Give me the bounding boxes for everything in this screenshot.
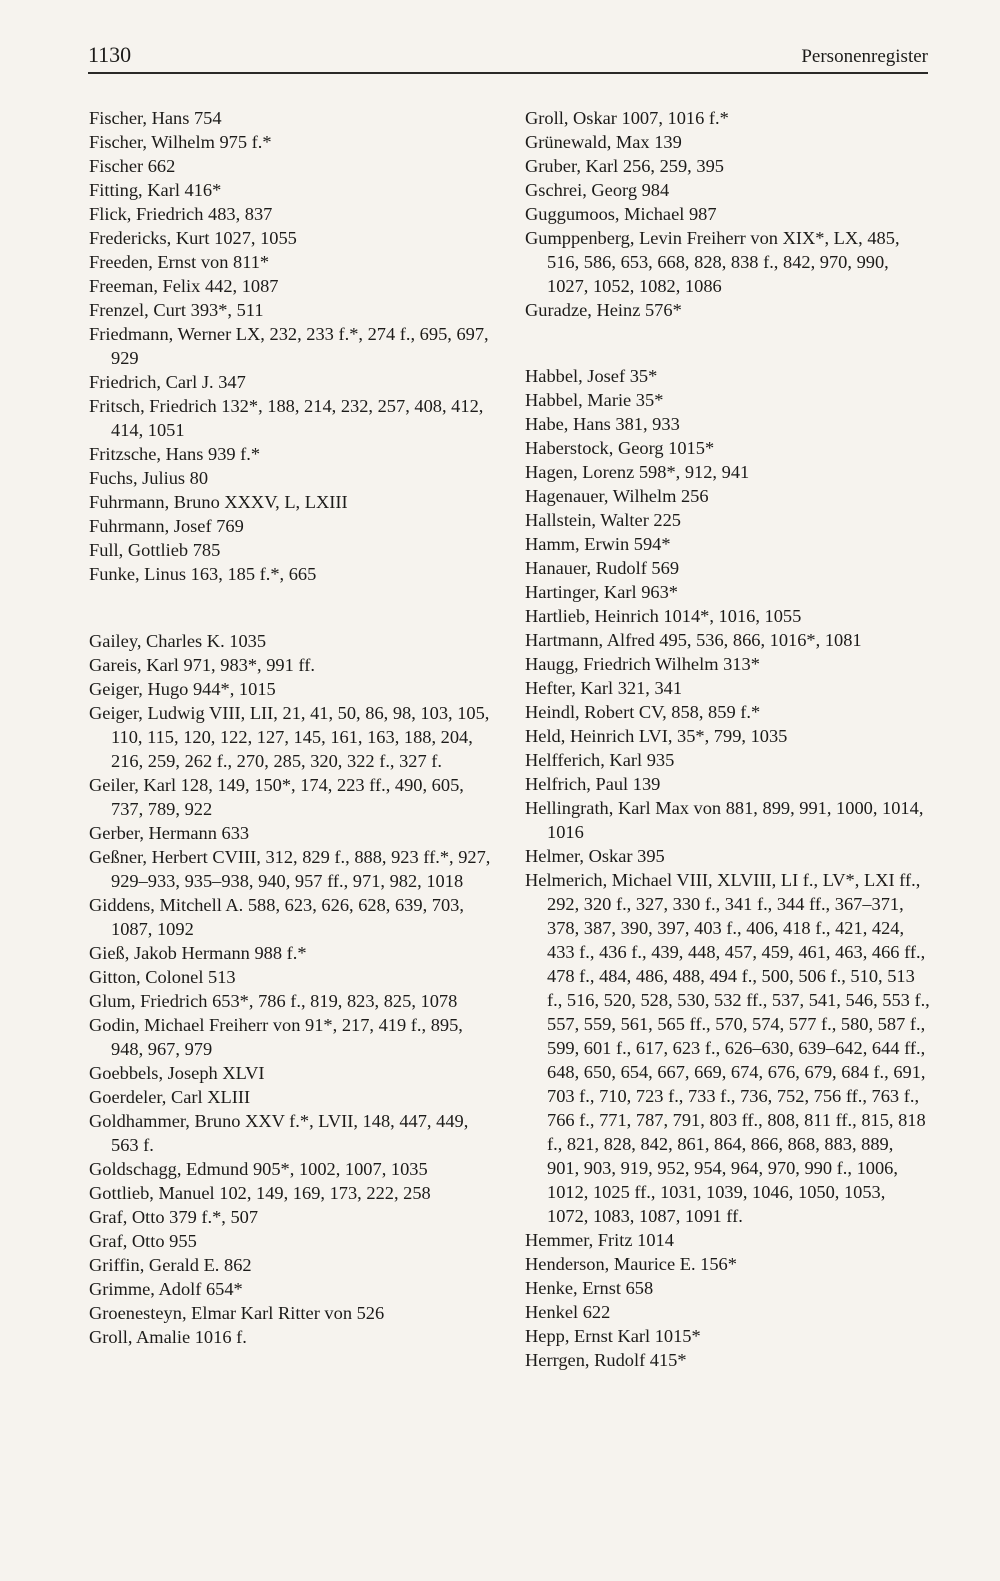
index-entry: Graf, Otto 955 [89, 1231, 197, 1251]
index-entry: Glum, Friedrich 653*, 786 f., 819, 823, 825, 1078 [89, 991, 458, 1011]
index-entry: Fuchs, Julius 80 [89, 468, 209, 488]
index-entry: Groenesteyn, Elmar Karl Ritter von 526 [89, 1303, 385, 1323]
index-entry: Hamm, Erwin 594* [525, 534, 671, 554]
index-entry: Giddens, Mitchell A. 588, 623, 626, 628, 639, 703, 1087, 1092 [89, 895, 464, 939]
index-entry: Fredericks, Kurt 1027, 1055 [89, 228, 297, 248]
index-entry: Grünewald, Max 139 [525, 132, 682, 152]
index-entry: Hanauer, Rudolf 569 [525, 558, 680, 578]
index-entry: Freeman, Felix 442, 1087 [89, 276, 279, 296]
index-entry: Gareis, Karl 971, 983*, 991 ff. [89, 655, 315, 675]
index-entry: Hemmer, Fritz 1014 [525, 1230, 674, 1250]
index-entry: Geiger, Ludwig VIII, LII, 21, 41, 50, 86, 98, 103, 105, 110, 115, 120, 122, 127, 145, 161, 163, 188, 204, 216, 259, 262 f., 270, 285, 320, 322 f., 327 f. [89, 703, 490, 771]
index-entry: Helfferich, Karl 935 [525, 750, 675, 770]
letter-section-gap [525, 322, 930, 346]
index-entry: Fitting, Karl 416* [89, 180, 222, 200]
page-number: 1130 [88, 42, 132, 67]
index-entry: Goerdeler, Carl XLIII [89, 1087, 251, 1107]
index-entry: Haugg, Friedrich Wilhelm 313* [525, 654, 760, 674]
index-entry: Griffin, Gerald E. 862 [89, 1255, 252, 1275]
index-column-left [89, 106, 491, 1349]
index-entry: Helmerich, Michael VIII, XLVIII, LI f., LV*, LXI ff., 292, 320 f., 327, 330 f., 341 f., 344 ff., 367–371, 378, 387, 390, 397, 403 f., 406, 418 f., 421, 424, 433 f., 436 f., 439, 448, 457, 459, 461, 463, 466 ff., 478 f., 484, 486, 488, 494 f., 500, 506 f., 510, 513 f., 516, 520, 528, 530, 532 ff., 537, 541, 546, 553 f., 557, 559, 561, 565 ff., 570, 574, 577 f., 580, 587 f., 599, 601 f., 617, 623 f., 626–630, 639–642, 644 ff., 648, 650, 654, 667, 669, 674, 676, 679, 684 f., 691, 703 f., 710, 723 f., 733 f., 736, 752, 756 ff., 763 f., 766 f., 771, 787, 791, 803 ff., 808, 811 ff., 815, 818 f., 821, 828, 842, 861, 864, 866, 868, 883, 889, 901, 903, 919, 952, 954, 964, 970, 990 f., 1006, 1012, 1025 ff., 1031, 1039, 1046, 1050, 1053, 1072, 1083, 1087, 1091 ff. [525, 870, 930, 1226]
index-entry: Guggumoos, Michael 987 [525, 204, 717, 224]
index-entry: Henke, Ernst 658 [525, 1278, 654, 1298]
index-entry: Habbel, Marie 35* [525, 390, 664, 410]
index-entry: Henkel 622 [525, 1302, 611, 1322]
index-entry: Fischer, Wilhelm 975 f.* [89, 132, 272, 152]
index-entry: Herrgen, Rudolf 415* [525, 1350, 687, 1370]
index-entry: Groll, Amalie 1016 f. [89, 1327, 247, 1347]
index-entry: Hellingrath, Karl Max von 881, 899, 991, 1000, 1014, 1016 [525, 798, 924, 842]
index-entry: Full, Gottlieb 785 [89, 540, 221, 560]
index-entry: Hagen, Lorenz 598*, 912, 941 [525, 462, 750, 482]
index-entry: Hagenauer, Wilhelm 256 [525, 486, 709, 506]
index-entry: Gitton, Colonel 513 [89, 967, 236, 987]
index-entry: Hallstein, Walter 225 [525, 510, 681, 530]
index-entry: Frenzel, Curt 393*, 511 [89, 300, 264, 320]
index-column-right [525, 106, 930, 1372]
index-entry: Hepp, Ernst Karl 1015* [525, 1326, 701, 1346]
index-entry: Heindl, Robert CV, 858, 859 f.* [525, 702, 761, 722]
index-entry: Hartmann, Alfred 495, 536, 866, 1016*, 1081 [525, 630, 862, 650]
index-entry: Hartlieb, Heinrich 1014*, 1016, 1055 [525, 606, 802, 626]
index-entry: Goldhammer, Bruno XXV f.*, LVII, 148, 447, 449, 563 f. [89, 1111, 469, 1155]
index-entry: Gerber, Hermann 633 [89, 823, 250, 843]
running-title: Personenregister [801, 46, 928, 67]
index-entry: Grimme, Adolf 654* [89, 1279, 243, 1299]
page-header [88, 40, 928, 74]
index-entry: Fritsch, Friedrich 132*, 188, 214, 232, 257, 408, 412, 414, 1051 [89, 396, 484, 440]
index-entry: Fischer 662 [89, 156, 176, 176]
index-entry: Geiger, Hugo 944*, 1015 [89, 679, 276, 699]
index-entry: Funke, Linus 163, 185 f.*, 665 [89, 564, 317, 584]
index-entry: Henderson, Maurice E. 156* [525, 1254, 737, 1274]
index-entry: Gieß, Jakob Hermann 988 f.* [89, 943, 307, 963]
index-entry: Fischer, Hans 754 [89, 108, 222, 128]
index-entry: Goebbels, Joseph XLVI [89, 1063, 265, 1083]
index-entry: Friedrich, Carl J. 347 [89, 372, 246, 392]
index-entry: Godin, Michael Freiherr von 91*, 217, 419 f., 895, 948, 967, 979 [89, 1015, 463, 1059]
index-entry: Graf, Otto 379 f.*, 507 [89, 1207, 259, 1227]
index-entry: Fuhrmann, Bruno XXXV, L, LXIII [89, 492, 348, 512]
index-entry: Hefter, Karl 321, 341 [525, 678, 683, 698]
letter-section-gap [525, 346, 930, 364]
index-entry: Friedmann, Werner LX, 232, 233 f.*, 274 f., 695, 697, 929 [89, 324, 489, 368]
index-entry: Gailey, Charles K. 1035 [89, 631, 267, 651]
index-entry: Helfrich, Paul 139 [525, 774, 661, 794]
index-entry: Freeden, Ernst von 811* [89, 252, 270, 272]
index-entry: Gschrei, Georg 984 [525, 180, 670, 200]
index-entry: Geßner, Herbert CVIII, 312, 829 f., 888, 923 ff.*, 927, 929–933, 935–938, 940, 957 ff., 971, 982, 1018 [89, 847, 491, 891]
letter-section-gap [89, 586, 491, 610]
index-entry: Fritzsche, Hans 939 f.* [89, 444, 261, 464]
index-entry: Haberstock, Georg 1015* [525, 438, 715, 458]
index-entry: Habe, Hans 381, 933 [525, 414, 680, 434]
index-entry: Geiler, Karl 128, 149, 150*, 174, 223 ff., 490, 605, 737, 789, 922 [89, 775, 464, 819]
index-entry: Gumppenberg, Levin Freiherr von XIX*, LX, 485, 516, 586, 653, 668, 828, 838 f., 842, 970, 990, 1027, 1052, 1082, 1086 [525, 228, 900, 296]
index-entry: Fuhrmann, Josef 769 [89, 516, 244, 536]
index-entry: Groll, Oskar 1007, 1016 f.* [525, 108, 729, 128]
index-entry: Hartinger, Karl 963* [525, 582, 678, 602]
letter-section-gap [89, 610, 491, 629]
index-entry: Gottlieb, Manuel 102, 149, 169, 173, 222, 258 [89, 1183, 431, 1203]
index-entry: Goldschagg, Edmund 905*, 1002, 1007, 1035 [89, 1159, 428, 1179]
index-entry: Guradze, Heinz 576* [525, 300, 682, 320]
index-entry: Flick, Friedrich 483, 837 [89, 204, 273, 224]
index-entry: Habbel, Josef 35* [525, 366, 658, 386]
index-entry: Held, Heinrich LVI, 35*, 799, 1035 [525, 726, 788, 746]
index-entry: Gruber, Karl 256, 259, 395 [525, 156, 724, 176]
index-entry: Helmer, Oskar 395 [525, 846, 665, 866]
